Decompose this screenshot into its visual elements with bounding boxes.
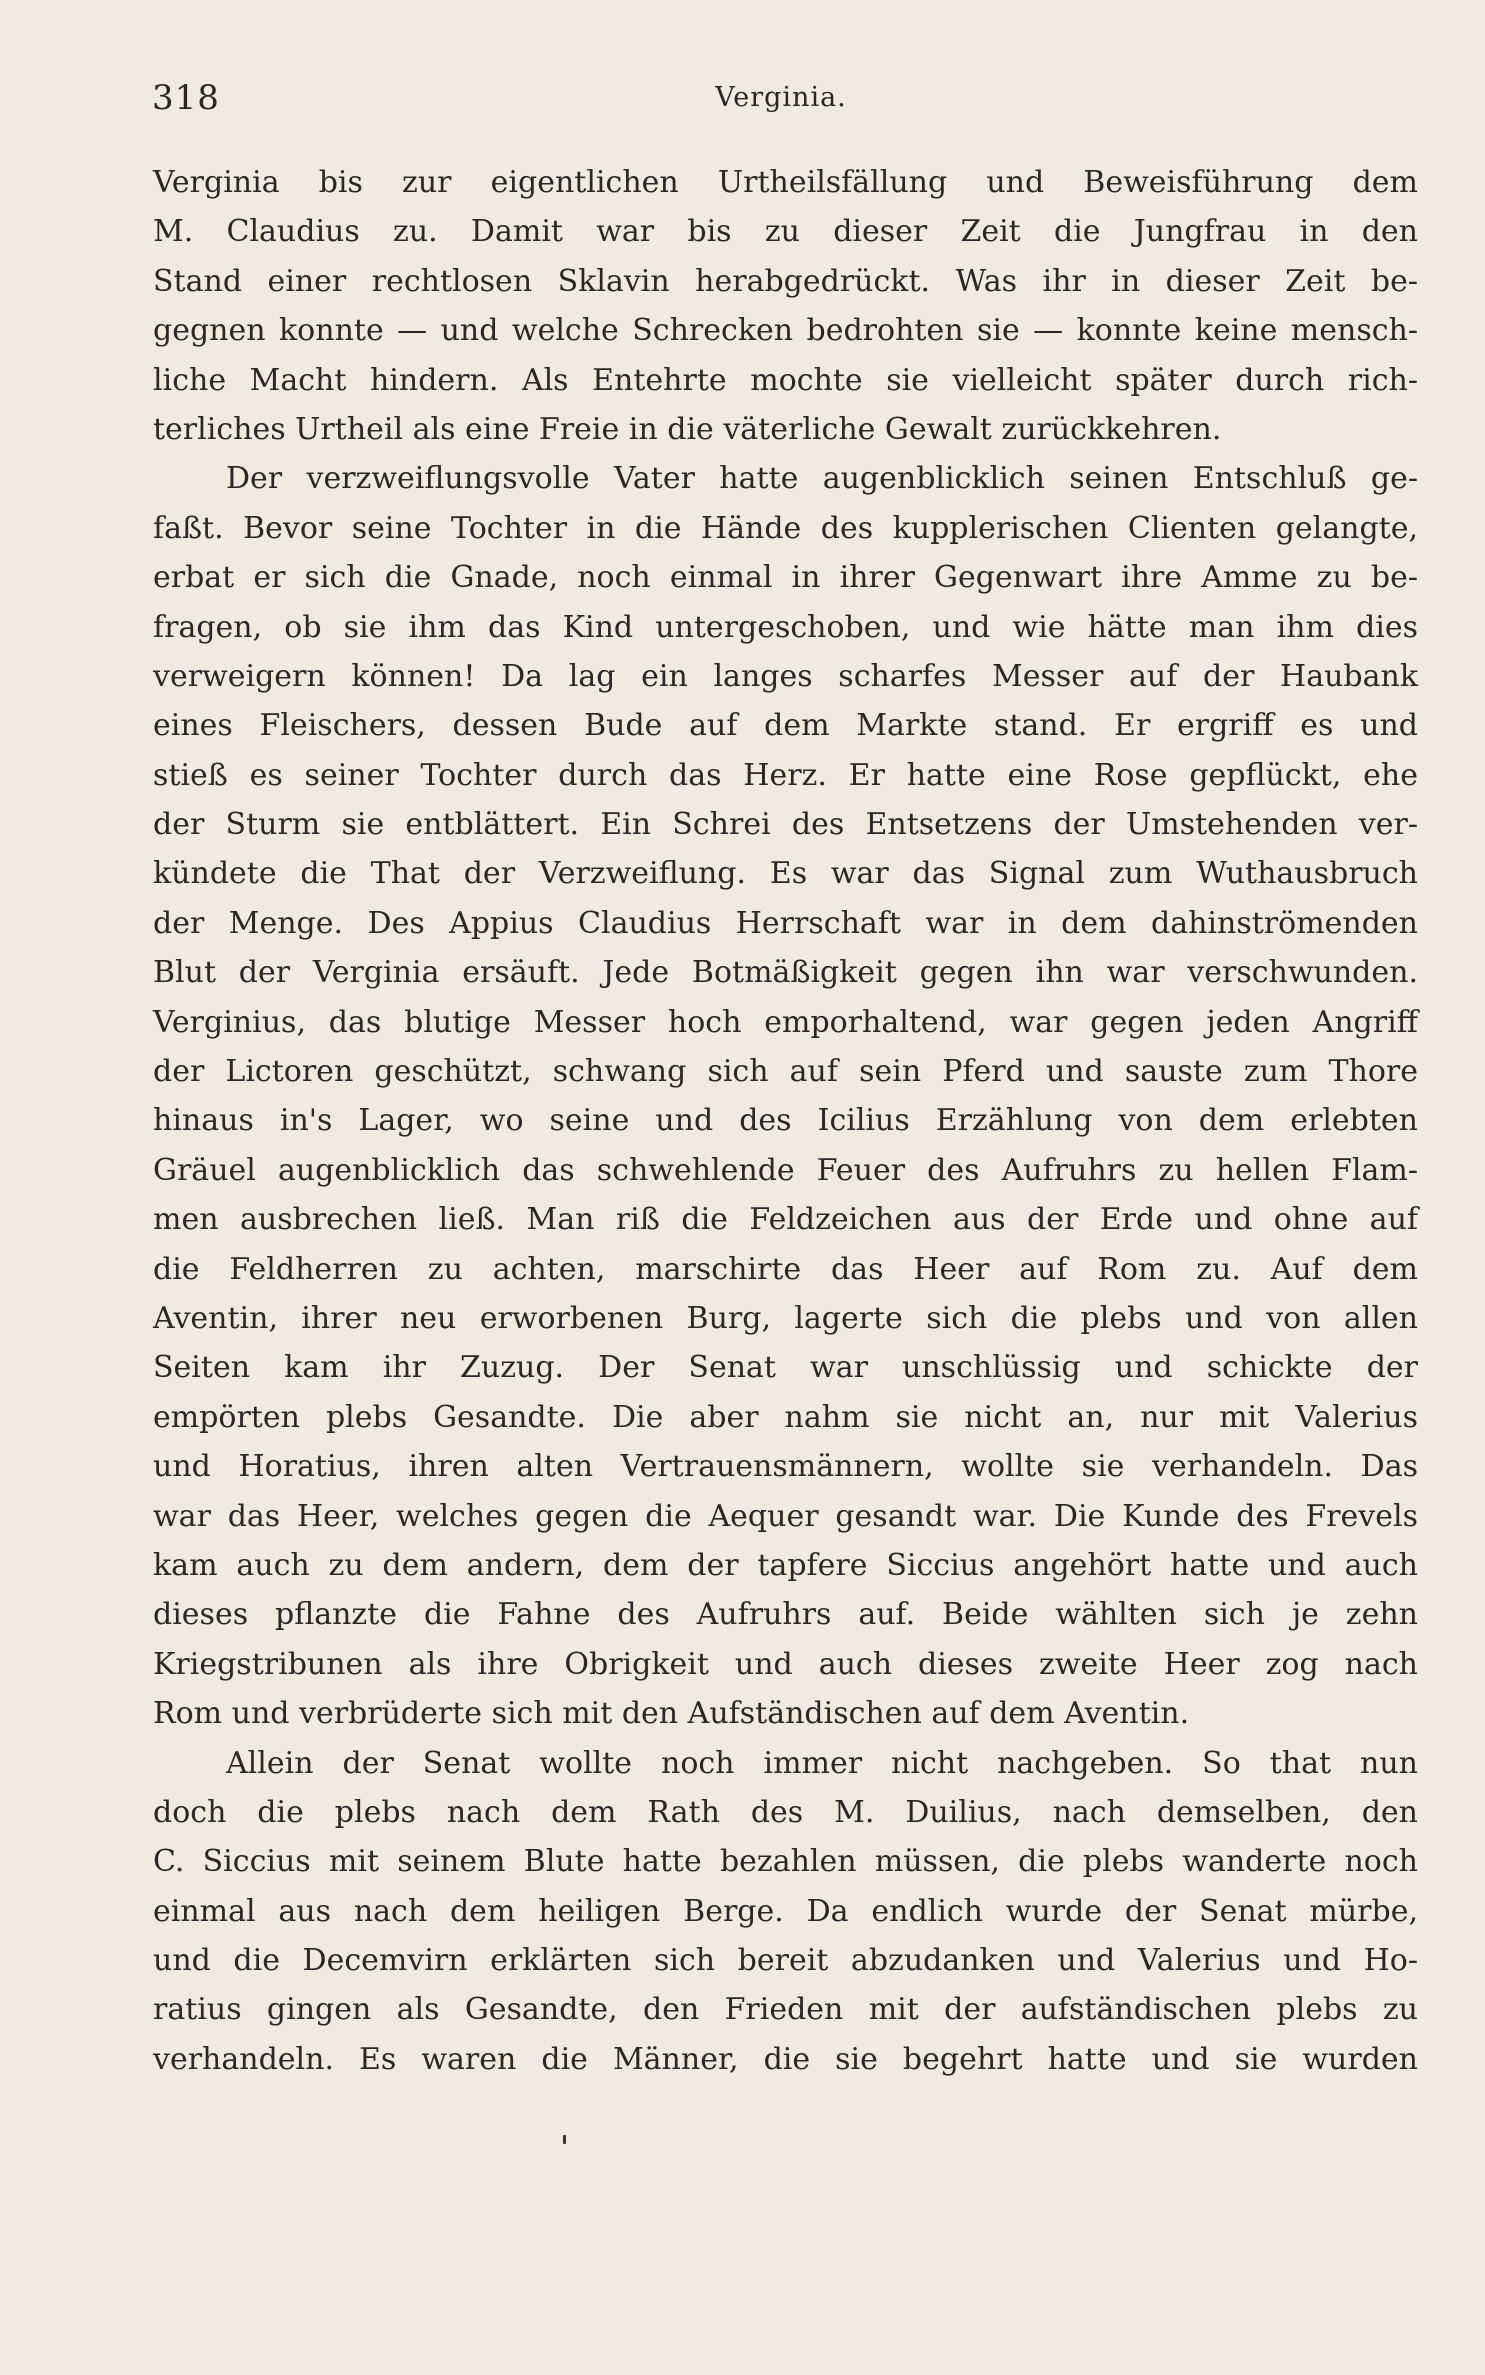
text-line: Stand einer rechtlosen Sklavin herabgedrückt. Was ihr in dieser Zeit be- — [153, 263, 1418, 299]
text-line: ratius gingen als Gesandte, den Frieden mit der aufständischen plebs zu — [153, 1992, 1418, 2028]
text-line: Verginia bis zur eigentlichen Urtheilsfällung und Beweisführung dem — [153, 165, 1418, 200]
text-line: C. Siccius mit seinem Blute hatte bezahlen müssen, die plebs wanderte noch — [153, 1844, 1418, 1880]
text-line: M. Claudius zu. Damit war bis zu dieser Zeit die Jungfrau in den — [153, 214, 1418, 250]
text-line: und die Decemvirn erklärten sich bereit abzudanken und Valerius und Ho- — [153, 1943, 1418, 1979]
text-line: Allein der Senat wollte noch immer nicht nachgeben. So that nun — [226, 1745, 1418, 1781]
text-line: der Sturm sie entblättert. Ein Schrei des Entsetzens der Umstehenden ver- — [153, 807, 1418, 843]
text-line: verweigern können! Da lag ein langes scharfes Messer auf der Haubank — [153, 658, 1418, 694]
body-text — [153, 158, 1418, 2084]
text-line: men ausbrechen ließ. Man riß die Feldzeichen aus der Erde und ohne auf — [153, 1202, 1418, 1238]
text-line: kam auch zu dem andern, dem der tapfere Siccius angehört hatte und auch — [153, 1547, 1418, 1583]
text-line: empörten plebs Gesandte. Die aber nahm sie nicht an, nur mit Valerius — [153, 1399, 1418, 1435]
text-line: die Feldherren zu achten, marschirte das Heer auf Rom zu. Auf dem — [153, 1251, 1418, 1287]
running-title: Verginia. — [715, 82, 847, 113]
text-line: hinaus in's Lager, wo seine und des Icilius Erzählung von dem erlebten — [153, 1103, 1418, 1139]
text-line: Kriegstribunen als ihre Obrigkeit und auch dieses zweite Heer zog nach — [153, 1646, 1418, 1682]
text-line: dieses pflanzte die Fahne des Aufruhrs auf. Beide wählten sich je zehn — [153, 1597, 1418, 1633]
text-line: stieß es seiner Tochter durch das Herz. Er hatte eine Rose gepflückt, ehe — [153, 757, 1418, 793]
text-line: einmal aus nach dem heiligen Berge. Da endlich wurde der Senat mürbe, — [153, 1893, 1418, 1929]
text-line: doch die plebs nach dem Rath des M. Duilius, nach demselben, den — [153, 1794, 1418, 1830]
text-line: fragen, ob sie ihm das Kind untergeschoben, und wie hätte man ihm dies — [153, 609, 1418, 645]
text-line: Der verzweiflungsvolle Vater hatte augenblicklich seinen Entschluß ge- — [226, 461, 1418, 497]
text-line: liche Macht hindern. Als Entehrte mochte sie vielleicht später durch rich- — [153, 362, 1418, 398]
text-line: der Lictoren geschützt, schwang sich auf sein Pferd und sauste zum Thore — [153, 1054, 1418, 1090]
ink-mark — [563, 2135, 566, 2144]
text-line: faßt. Bevor seine Tochter in die Hände des kupplerischen Clienten gelangte, — [153, 510, 1418, 546]
page-header — [152, 78, 1410, 128]
text-line: gegnen konnte — und welche Schrecken bedrohten sie — konnte keine mensch- — [153, 313, 1418, 349]
text-line: terliches Urtheil als eine Freie in die väterliche Gewalt zurückkehren. — [153, 411, 1222, 447]
text-line: war das Heer, welches gegen die Aequer gesandt war. Die Kunde des Frevels — [153, 1498, 1418, 1534]
text-line: Rom und verbrüderte sich mit den Aufständischen auf dem Aventin. — [153, 1696, 1190, 1732]
text-line: verhandeln. Es waren die Männer, die sie begehrt hatte und sie wurden — [153, 2041, 1418, 2077]
text-line: Blut der Verginia ersäuft. Jede Botmäßigkeit gegen ihn war verschwunden. — [153, 955, 1418, 991]
text-line: eines Fleischers, dessen Bude auf dem Markte stand. Er ergriff es und — [153, 708, 1418, 744]
text-line: Verginius, das blutige Messer hoch emporhaltend, war gegen jeden Angriff — [153, 1004, 1418, 1040]
text-line: Aventin, ihrer neu erworbenen Burg, lagerte sich die plebs und von allen — [153, 1300, 1418, 1336]
text-line: der Menge. Des Appius Claudius Herrschaft war in dem dahinströmenden — [153, 905, 1418, 941]
text-line: und Horatius, ihren alten Vertrauensmännern, wollte sie verhandeln. Das — [153, 1449, 1418, 1485]
text-line: Seiten kam ihr Zuzug. Der Senat war unschlüssig und schickte der — [153, 1350, 1418, 1386]
text-line: Gräuel augenblicklich das schwehlende Feuer des Aufruhrs zu hellen Flam- — [153, 1152, 1418, 1188]
text-line: kündete die That der Verzweiflung. Es war das Signal zum Wuthausbruch — [153, 856, 1418, 892]
text-line: erbat er sich die Gnade, noch einmal in ihrer Gegenwart ihre Amme zu be- — [153, 560, 1418, 596]
page-number: 318 — [152, 78, 220, 118]
